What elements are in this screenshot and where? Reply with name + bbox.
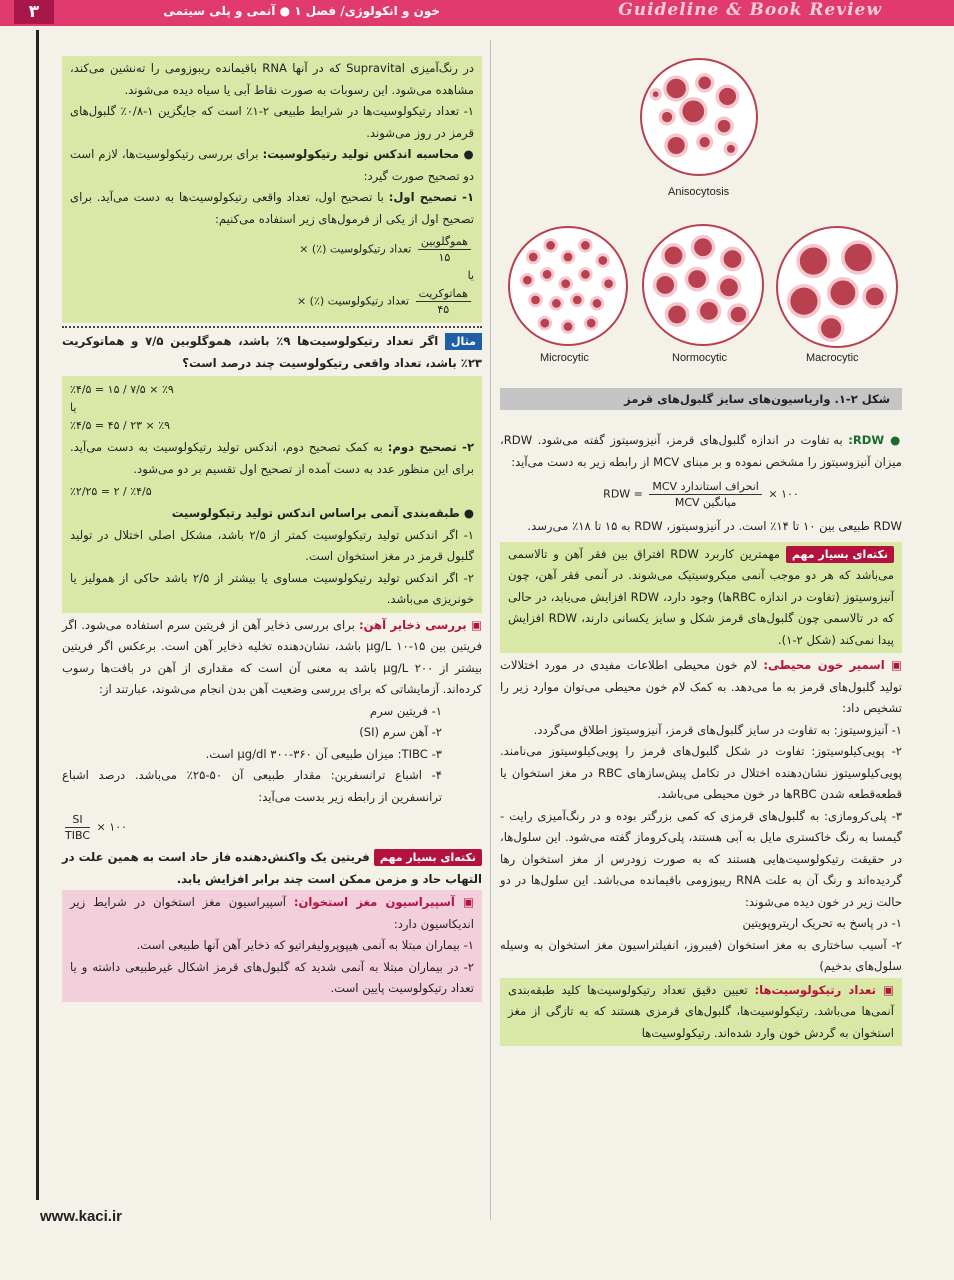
list-item: ۳- TIBC: میزان طبیعی آن ۳۶۰-۳۰۰ μg/dl است. (205, 746, 442, 761)
formula-rdw (500, 479, 902, 510)
heading: ▣ اسمیر خون محیطی: (763, 658, 902, 672)
paragraph: ۱- اگر اندکس تولید رتیکولوسیت کمتر از ۲/۵ باشد، مشکل اصلی اختلال در تولید گلبول قرمز در مغز استخوان است. (70, 527, 474, 563)
heading: ۲- تصحیح دوم: (387, 440, 475, 454)
highlight-block (500, 542, 902, 654)
note-paragraph (508, 544, 894, 652)
heading: ۱- تصحیح اول: (388, 190, 475, 204)
example-paragraph (62, 331, 482, 374)
paragraph (70, 892, 474, 935)
figure-caption: شکل ۲-۱. واریاسیون‌های سایز گلبول‌های قرمز (500, 388, 902, 410)
paragraph (508, 980, 894, 1045)
label-anisocytosis: Anisocytosis (668, 186, 730, 198)
paragraph (500, 655, 902, 720)
formula-text: × ۱۰۰ (96, 820, 127, 834)
numerator: هماتوکریت (416, 286, 471, 302)
list-item: ۳- پلی‌کرومازی: به گلبول‌های قرمزی که کمی بزرگتر بوده و در رنگ‌آمیزی رایت - گیمسا به رنگ خاکستری مایل به آبی هستند، پلی‌کروماز گفته می‌شود. این سلول‌ها، در حقیقت رتیکولوسیت‌هایی هستند که به صورت زودرس از مغز استخوان رها گردیده‌اند و رنگ آن به علت RNA ریبوزومی باقیمانده می‌باشد. این سلول‌ها در دو حالت زیر در خون دیده می‌شوند: (500, 808, 902, 909)
fraction (65, 812, 90, 843)
numerator: هموگلوبین (418, 234, 471, 250)
dotted-divider (62, 326, 482, 328)
denominator: TIBC (65, 829, 90, 842)
calc-line: ٪۹ × ۷/۵ / ۱۵ = ٪۴/۵ (70, 383, 174, 396)
list-item: ۱- فریتین سرم (369, 703, 442, 718)
right-column (500, 430, 902, 1048)
rbc-size-figure (500, 46, 902, 416)
list-item: ۲- آسیب ساختاری به مغز استخوان (فیبروز، انفیلتراسیون مغز استخوان به وسیله سلول‌های بدخیم) (500, 937, 902, 973)
list-item: ۲- در بیماران مبتلا به آنمی شدید که گلبول‌های قرمز اشکال غیرطبیعی داشته و یا تعداد رتیکولوسیت پایین است. (70, 959, 474, 995)
denominator: ۴۵ (437, 303, 450, 316)
important-note-badge: نکته‌ای بسیار مهم (786, 546, 894, 563)
anisocytosis-cells (640, 58, 758, 176)
heading: ▣ بررسی ذخایر آهن: (358, 617, 482, 632)
calc-line: ٪۹ × ۲۳ / ۴۵ = ٪۴/۵ (70, 419, 171, 432)
text: فریتین یک واکنش‌دهنده فاز حاد است به همین علت در التهاب حاد و مزمن ممکن است چند برابر افزایش یابد. (62, 850, 482, 886)
left-column (62, 56, 482, 1002)
denominator: ۱۵ (438, 251, 451, 264)
note-paragraph (62, 847, 482, 890)
label-macrocytic: Macrocytic (806, 352, 859, 364)
text: به کمک تصحیح دوم، اندکس تولید رتیکولوسیت به دست می‌آید. برای این منظور عدد به دست آمده از تصحیح اول تقسیم بر دو می‌شود. (70, 440, 474, 476)
denominator: میانگین MCV (674, 496, 737, 509)
paragraph (70, 437, 474, 480)
text: تعیین دقیق تعداد رتیکولوسیت‌ها کلید طبقه‌بندی آنمی‌ها می‌باشد. رتیکولوسیت‌ها، گلبول‌های قرمزی هستند که به تازگی از مغز استخوان به گردش خون وارد شده‌اند. رتیکولوسیت‌ها (508, 982, 894, 1040)
cells-svg (510, 228, 626, 344)
cells-svg (778, 228, 896, 346)
pink-block (62, 890, 482, 1002)
fraction (416, 286, 471, 317)
list-item: ۲- پویی‌کیلوسیتوز: تفاوت در شکل گلبول‌های قرمز را پویی‌کیلوسیتوز می‌نامند. پویی‌کیلوسیتوز نشان‌دهنده اختلال در تکامل پیش‌سازهای RBC در مغز استخوان یا قطعه‌قطعه شدن RBC‌ها در خون محیطی می‌باشد. (500, 744, 902, 801)
chapter-title: خون و انکولوژی/ فصل ۱ ● آنمی و پلی سیتمی (163, 4, 440, 18)
fraction (418, 234, 471, 265)
text: مهمترین کاربرد RDW افتراق بین فقر آهن و تالاسمی می‌باشد که هر دو موجب آنمی میکروسیتیک می‌شوند. در آنمی فقر آهن، چون آنیزوسیتوز (تفاوت در اندازه RBC‌ها) وجود دارد، RDW افزایش می‌یابد، در حالی که در تالاسمی چون گلبول‌های قرمز شکل و سایز یکسانی دارند، RDW افزایش پیدا نمی‌کند (شکل ۲-۱). (508, 546, 894, 647)
macrocytic-cells (776, 226, 898, 348)
paragraph: ۲- اگر اندکس تولید رتیکولوسیت مساوی یا بیشتر از ۲/۵ باشد حاکی از همولیز یا خونریزی می‌باشد. (70, 570, 475, 606)
heading: ▣ آسپیراسیون مغز استخوان: (293, 895, 475, 909)
list-item: ۱- آنیزوسیتوز: به تفاوت در سایز گلبول‌های قرمز، آنیزوسیتوز اطلاق می‌گردد. (533, 722, 902, 737)
list-item: ۱- بیماران مبتلا به آنمی هیپوپرولیفراتیو که ذخایر آهن آنها طبیعی است. (136, 938, 474, 952)
formula-text: RDW = (603, 487, 643, 501)
example-badge: مثال (445, 333, 482, 350)
formula-hematocrit (70, 286, 474, 317)
highlight-block (62, 56, 482, 323)
formula-text: × ۱۰۰ (768, 487, 799, 501)
heading: ● محاسبه اندکس تولید رتیکولوسیت: (262, 147, 474, 161)
numerator: SI (65, 812, 90, 828)
or-text: یا (70, 401, 77, 414)
paragraph: RDW طبیعی بین ۱۰ تا ۱۴٪ است. در آنیزوسیتوز، RDW به ۱۵ تا ۱۸٪ می‌رسد. (527, 519, 902, 533)
heading: ● RDW: (848, 433, 903, 447)
site-url: www.kaci.ir (40, 1208, 122, 1225)
list-item: ۱- در پاسخ به تحریک اریتروپویتین (742, 916, 902, 930)
calc-line: ٪۴/۵ / ۲ = ٪۲/۲۵ (70, 485, 152, 498)
heading: ▣ تعداد رتیکولوسیت‌ها: (754, 982, 895, 997)
paragraph (500, 430, 902, 473)
page-number: ۳ (14, 0, 54, 24)
text: با تصحیح اول، تعداد واقعی رتیکولوسیت‌ها به دست می‌آید. برای تصحیح اول از یکی از فرمول‌های زیر استفاده می‌کنیم: (70, 190, 474, 226)
highlight-block (62, 376, 482, 613)
formula-tsat (62, 812, 482, 843)
paragraph (70, 187, 474, 230)
paragraph: در رنگ‌آمیزی Supravital که در آنها RNA باقیمانده ریبوزومی را ته‌نشین می‌کند، مشاهده می‌شود. این رسوبات به صورت نقاط آبی یا سیاه دیده می‌شوند. (70, 61, 474, 97)
heading: ● طبقه‌بندی آنمی براساس اندکس تولید رتیکولوسیت (171, 506, 474, 520)
text: برای بررسی ذخایر آهن از فریتین سرم استفاده می‌شود. اگر فریتین بین ۱۵-۱۰ μg/L باشد، نشان‌دهنده تخلیه ذخایر آهن است. برعکس اگر فریتین بیشتر از ۲۰۰ μg/L باشد به معنی آن است که مقداری از آهن در بافت‌ها رسوب کرده‌اند. آزمایشاتی که برای بررسی وضعیت آهن بدن انجام می‌شوند، عبارتند از: (62, 617, 482, 696)
text: برای بررسی رتیکولوسیت‌ها، لازم است دو تصحیح صورت گیرد: (70, 147, 474, 183)
paragraph (62, 615, 482, 701)
label-microcytic: Microcytic (540, 352, 589, 364)
microcytic-cells (508, 226, 628, 346)
label-normocytic: Normocytic (672, 352, 728, 364)
cells-svg (642, 60, 756, 174)
normocytic-cells (642, 224, 764, 346)
text: اگر تعداد رتیکولوسیت‌ها ۹٪ باشد، هموگلوبین ۷/۵ و هماتوکریت ۲۳٪ باشد، تعداد واقعی رتیکولوسیت چند درصد است؟ (62, 334, 482, 370)
numerator: انحراف استاندارد MCV (649, 479, 762, 495)
cells-svg (644, 226, 762, 344)
highlight-block (500, 978, 902, 1047)
list-item: ۴- اشباع ترانسفرین: مقدار طبیعی آن ۵۰-۲۵٪ می‌باشد. درصد اشباع ترانسفرین از رابطه زیر بدست می‌آید: (62, 768, 442, 804)
fraction (649, 479, 762, 510)
book-tag: Guideline & Book Review (618, 0, 882, 20)
list-item: ۲- آهن سرم (SI) (359, 725, 442, 739)
formula-text: تعداد رتیکولوسیت (٪) × (296, 294, 410, 308)
paragraph (70, 144, 474, 187)
column-divider (490, 40, 491, 1220)
important-note-badge: نکته‌ای بسیار مهم (374, 849, 482, 866)
formula-text: تعداد رتیکولوسیت (٪) × (299, 242, 412, 256)
or-text: یا (467, 269, 474, 282)
paragraph: ۱- تعداد رتیکولوسیت‌ها در شرایط طبیعی ۲-۱٪ است که جایگزین ۱-۰/۸٪ گلبول‌های قرمز در روز می‌شوند. (70, 104, 475, 140)
header-bar (0, 0, 954, 26)
text: به تفاوت در اندازه گلبول‌های قرمز، آنیزوسیتوز گفته می‌شود. RDW، میزان آنیزوسیتوز را مشخص نموده و بر مبنای MCV از رابطه زیر به دست می‌آید: (500, 433, 902, 469)
text: آسپیراسیون مغز استخوان در شرایط زیر اندیکاسیون دارد: (70, 895, 474, 931)
margin-rule (36, 30, 39, 1200)
text: لام خون محیطی اطلاعات مفیدی در مورد اختلالات تولید گلبول‌های قرمز به ما می‌دهد. به کمک لام خون محیطی می‌توان موارد زیر را تشخیص داد: (500, 658, 902, 715)
formula-hemoglobin (70, 234, 474, 265)
